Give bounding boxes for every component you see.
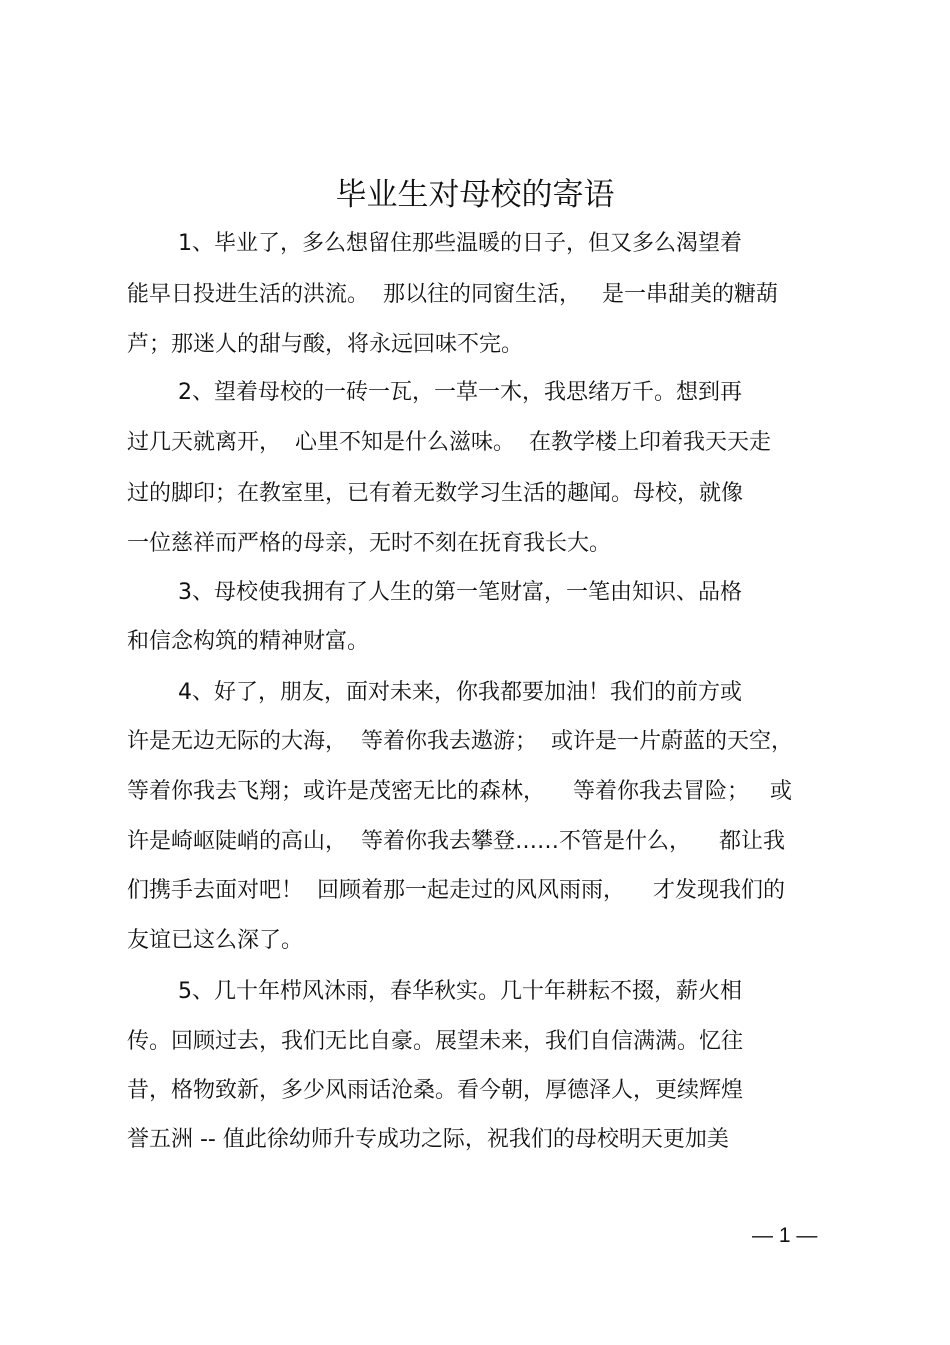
paragraph-2-line-2: 过几天就离开， 心里不知是什么滋味。 在教学楼上印着我天天走 (127, 430, 771, 455)
paragraph-3-line-2: 和信念构筑的精神财富。 (127, 629, 370, 654)
page-title: 毕业生对母校的寄语 (335, 177, 615, 213)
paragraph-5-line-3: 昔，格物致新，多少风雨话沧桑。看今朝，厚德泽人，更续辉煌 (127, 1078, 744, 1103)
paragraph-2-line-4: 一位慈祥而严格的母亲，无时不刻在抚育我长大。 (127, 531, 612, 556)
paragraph-5-line-2: 传。回顾过去，我们无比自豪。展望未来，我们自信满满。忆往 (127, 1029, 744, 1054)
paragraph-4-line-4: 许是崎岖陡峭的高山， 等着你我去攀登……不管是什么， 都让我 (127, 829, 785, 854)
paragraph-1-line-1: 1、毕业了，多么想留住那些温暖的日子，但又多么渴望着 (178, 231, 742, 256)
paragraph-1-line-3: 芦；那迷人的甜与酸，将永远回味不完。 (127, 332, 524, 357)
paragraph-5-line-4: 誉五洲 -- 值此徐幼师升专成功之际，祝我们的母校明天更加美 (127, 1127, 729, 1152)
paragraph-1-line-2: 能早日投进生活的洪流。 那以往的同窗生活， 是一串甜美的糖葫 (127, 282, 778, 307)
paragraph-5-line-1: 5、几十年栉风沐雨，春华秋实。几十年耕耘不掇，薪火相 (178, 979, 742, 1004)
page-number: — 1 — (752, 1224, 818, 1247)
paragraph-2-line-3: 过的脚印；在教室里，已有着无数学习生活的趣闻。母校，就像 (127, 481, 744, 506)
paragraph-4-line-1: 4、好了，朋友，面对未来，你我都要加油！我们的前方或 (178, 680, 742, 705)
paragraph-4-line-6: 友谊已这么深了。 (127, 928, 304, 953)
paragraph-4-line-5: 们携手去面对吧！ 回顾着那一起走过的风风雨雨， 才发现我们的 (127, 878, 785, 903)
paragraph-2-line-1: 2、望着母校的一砖一瓦，一草一木，我思绪万千。想到再 (178, 380, 742, 405)
paragraph-4-line-3: 等着你我去飞翔；或许是茂密无比的森林， 等着你我去冒险； 或 (127, 779, 792, 804)
paragraph-3-line-1: 3、母校使我拥有了人生的第一笔财富，一笔由知识、品格 (178, 580, 742, 605)
paragraph-4-line-2: 许是无边无际的大海， 等着你我去遨游； 或许是一片蔚蓝的天空， (127, 729, 793, 754)
